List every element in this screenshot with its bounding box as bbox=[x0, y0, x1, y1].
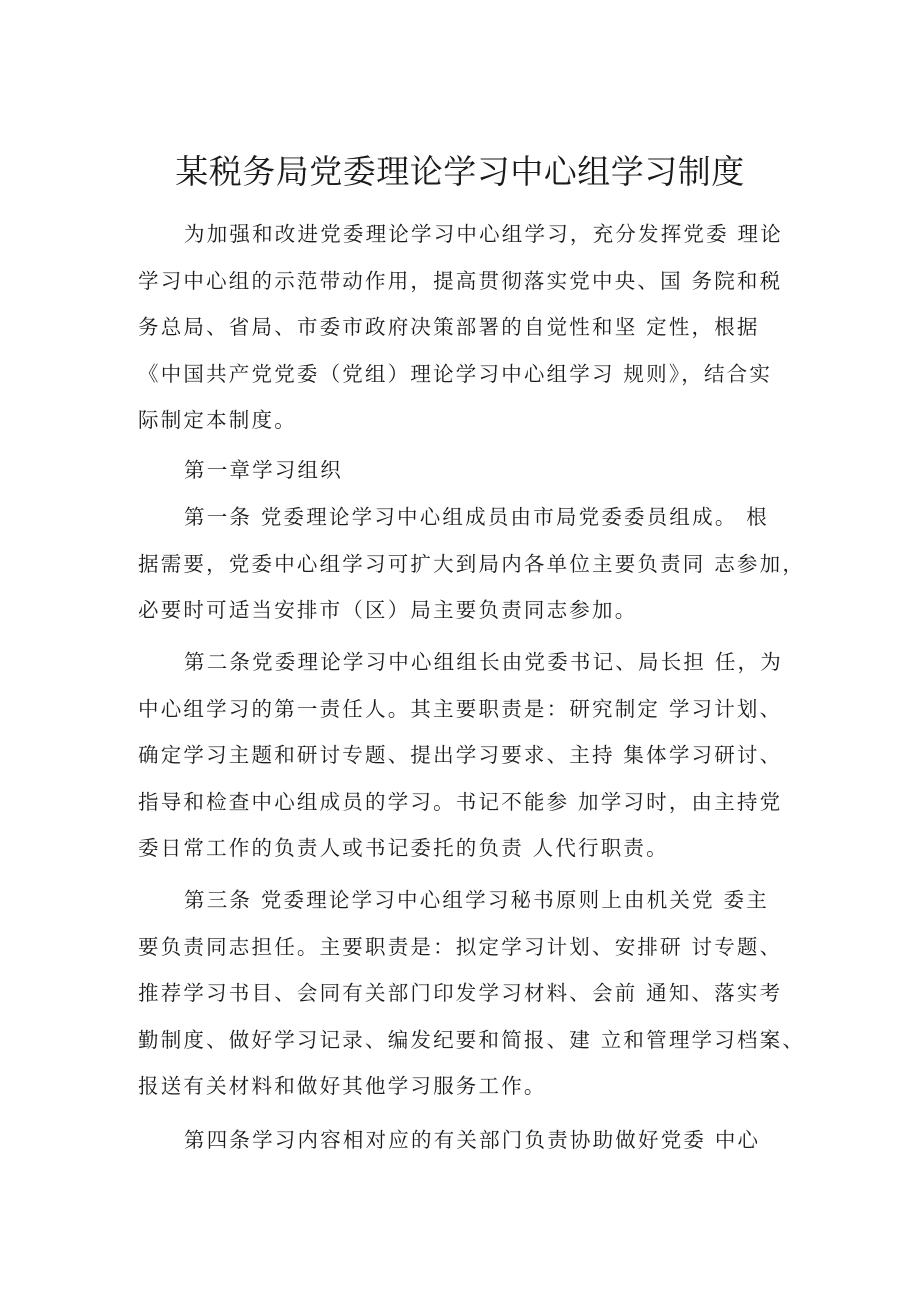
article-3-paragraph bbox=[138, 877, 818, 1110]
text-line: 务总局、省局、市委市政府决策部署的自觉性和坚 定性，根据 bbox=[138, 315, 760, 339]
text-line: 际制定本制度。 bbox=[138, 408, 297, 432]
document-title: 某税务局党委理论学习中心组学习制度 bbox=[175, 152, 745, 191]
text-line: 推荐学习书目、会同有关部门印发学习材料、会前 通知、落实考 bbox=[138, 981, 783, 1005]
text-line: 第一章学习组织 bbox=[184, 458, 343, 482]
text-line: 第一条 党委理论学习中心组成员由市局党委委员组成。 根 bbox=[184, 505, 769, 529]
text-line: 据需要，党委中心组学习可扩大到局内各单位主要负责同 志参加， bbox=[138, 551, 806, 576]
text-line: 第四条学习内容相对应的有关部门负责协助做好党委 中心 bbox=[184, 1128, 761, 1152]
chapter-heading bbox=[138, 447, 818, 494]
text-line: 报送有关材料和做好其他学习服务工作。 bbox=[138, 1074, 547, 1098]
text-line: 《中国共产党党委（党组）理论学习中心组学习 规则》，结合实 bbox=[138, 361, 773, 386]
text-line: 要负责同志担任。主要职责是：拟定学习计划、安排研 讨专题、 bbox=[138, 934, 783, 959]
text-line: 为加强和改进党委理论学习中心组学习，充分发挥党委 理论 bbox=[184, 222, 783, 246]
text-line: 必要时可适当安排市（区）局主要负责同志参加。 bbox=[138, 598, 638, 622]
text-line: 第三条 党委理论学习中心组学习秘书原则上由机关党 委主 bbox=[184, 888, 769, 912]
article-1-paragraph bbox=[138, 494, 818, 634]
article-4-paragraph bbox=[138, 1117, 818, 1164]
text-line: 中心组学习的第一责任人。其主要职责是：研究制定 学习计划、 bbox=[138, 696, 783, 721]
text-line: 第二条党委理论学习中心组组长由党委书记、局长担 任，为 bbox=[184, 650, 783, 674]
text-line: 确定学习主题和研讨专题、提出学习要求、主持 集体学习研讨、 bbox=[138, 743, 783, 767]
text-line: 指导和检查中心组成员的学习。书记不能参 加学习时，由主持党 bbox=[138, 789, 783, 814]
text-line: 学习中心组的示范带动作用，提高贯彻落实党中央、国 务院和税 bbox=[138, 268, 783, 293]
text-line: 委日常工作的负责人或书记委托的负责 人代行职责。 bbox=[138, 836, 669, 860]
preamble-paragraph bbox=[138, 211, 818, 444]
article-2-paragraph bbox=[138, 639, 818, 872]
text-line: 勤制度、做好学习记录、编发纪要和简报、建 立和管理学习档案、 bbox=[138, 1027, 806, 1052]
